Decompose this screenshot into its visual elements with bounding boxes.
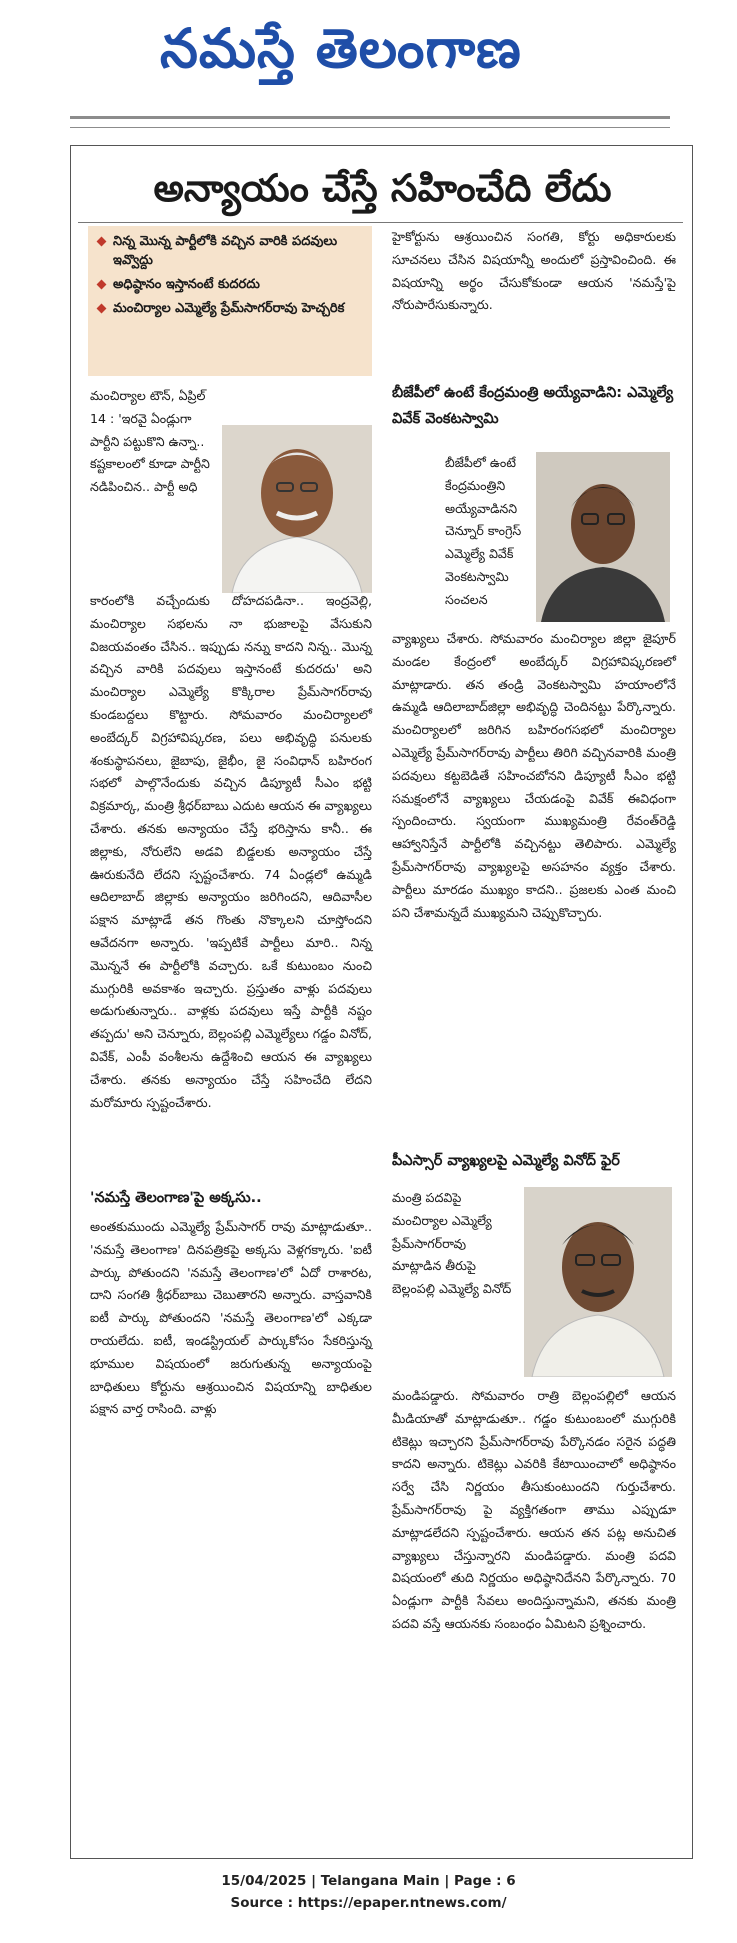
highlight-item: [96, 275, 364, 294]
highlight-item: [96, 299, 364, 318]
vinod-intro-text: మంత్రి పదవిపై మంచిర్యాల ఎమ్మెల్యే ప్రేమ్‌సాగర్‌రావు మాట్లాడిన తీరుపై బెల్లంపల్లి ఎమ్మెల్యే వినోద్: [392, 1190, 512, 1297]
diamond-bullet-icon: [97, 280, 107, 290]
subheading-vivek: బీజేపీలో ఉంటే కేంద్రమంత్రి అయ్యేవాడిని: ఎమ్మెల్యే వివేక్ వెంకటస్వామి: [392, 385, 674, 427]
masthead: [0, 0, 737, 120]
highlight-text: మంచిర్యాల ఎమ్మెల్యే ప్రేమ్‌సాగర్‌రావు హెచ్చరిక: [113, 301, 345, 316]
right-top-text: హైకోర్టును ఆశ్రయించిన సంగతి, కోర్టు అధికారులకు సూచనలు చేసిన విషయాన్నీ అందులో ప్రస్తావించింది. ఈ విషయాన్ని అర్థం చేసుకోకుండా ఆయన 'నమస్తే'పై నోరుపారేసుకున్నారు.: [392, 229, 676, 313]
vinod-photo: [524, 1187, 672, 1377]
diamond-bullet-icon: [97, 304, 107, 314]
left-body-text-2: అంతకుముందు ఎమ్మెల్యే ప్రేమ్‌సాగర్ రావు మాట్లాడుతూ.. 'నమస్తే తెలంగాణ' దినపత్రికపై అక్కసు వెళ్లగక్కారు. 'ఐటీ పార్కు పోతుందని 'నమస్తే తెలంగాణ'లో ఏదో రాశారట, దాని సంగతి శ్రీధర్‌బాబు చెబుతారని అన్నారు. వాస్తవానికి ఐటీ పార్కు పోతుందని 'నమస్తే తెలంగాణ'లో ఎక్కడా రాయలేదు. ఐటీ, ఇండస్ట్రియల్ పార్కుకోసం సేకరిస్తున్న భూముల విషయంలో జరుగుతున్న అన్యాయంపై బాధితులు కోర్టును ఆశ్రయించిన విషయాన్ని బాధితుల పక్షాన వార్త రాసింది. వాళ్లు: [90, 1219, 372, 1417]
left-body-text: కారంలోకి వచ్చేందుకు దోహదపడినా.. ఇంద్రవెల్లి, మంచిర్యాల సభలను నా భుజాలపై వేసుకుని విజయవంతం చేసిన.. ఇప్పుడు నన్ను కాదని నిన్న.. మొన్న వచ్చిన వారికి పదవులు ఇస్తానంటే కుదరదు' అని మంచిర్యాల ఎమ్మెల్యే కొక్కిరాల ప్రేమ్‌సాగర్‌రావు కుండబద్దలు కొట్టారు. సోమవారం మంచిర్యాలలో అంబేద్కర్ విగ్రహావిష్కరణ, పలు అభివృద్ధి పనులకు శంకుస్థాపనలు, జైబాపు, జైభీం, జై సంవిధాన్ బహిరంగ సభలో పాల్గొనేందుకు వచ్చిన డిప్యూటీ సీఎం భట్టి విక్రమార్క, మంత్రి శ్రీధర్‌బాబు ఎదుట ఆయన ఈ వ్యాఖ్యలు చేశారు. తనకు అన్యాయం చేస్తే భరిస్తాను కానీ.. ఈ జిల్లాకు, నోరులేని అడవి బిడ్డలకు అన్యాయం చేస్తే ఊరుకునేది లేదని స్పష్టంచేశారు. 74 ఏండ్లలో ఉమ్మడి ఆదిలాబాద్ జిల్లాకు అన్యాయం జరిగిందని, ఆదివాసీల పక్షాన మాట్లాడే తన గొంతు నొక్కాలని చూస్తోందని ఆవేదనగా అన్నారు. 'ఇప్పటికే పార్టీలు మారి.. నిన్న మొన్ననే ఈ పార్టీలోకి వచ్చారు. ఒకే కుటుంబం నుంచి ముగ్గురికి అవకాశం ఇచ్చారు. ప్రస్తుతం వాళ్లు పదవులు అడుగుతున్నారు.. వాళ్లకు పదవులు ఇస్తే పార్టీకి నష్టం తప్పదు' అని చెన్నూరు, బెల్లంపల్లి ఎమ్మెల్యేలు గడ్డం వినోద్, వివేక్, ఎంపీ వంశీలను ఉద్దేశించి ఆయన ఈ వ్యాఖ్యలు చేశారు. తనకు అన్యాయం చేస్తే సహించేది లేదని మరోమారు స్పష్టంచేశారు.: [90, 593, 372, 1110]
premsagar-rao-photo: [222, 425, 372, 593]
dateline-intro: మంచిర్యాల టౌన్, ఏప్రిల్ 14 : 'ఇరవై ఏండ్లుగా పార్టీని పట్టుకొని ఉన్నా.. కష్టకాలంలో కూడా పార్టీని నడిపించిన.. పార్టీ అధి: [90, 388, 210, 495]
highlight-text: అధిష్ఠానం ఇస్తానంటే కుదరదు: [113, 277, 260, 292]
vinod-body-text: మండిపడ్డారు. సోమవారం రాత్రి బెల్లంపల్లిలో ఆయన మీడియాతో మాట్లాడుతూ.. గడ్డం కుటుంబంలో ముగ్గురికి టికెట్లు ఇచ్చారని ప్రేమ్‌సాగర్‌రావు పేర్కొనడం సరైన పద్ధతి కాదని అన్నారు. టికెట్లు ఎవరికి కేటాయించాలో అధిష్ఠానం సర్వే చేసి నిర్ణయం తీసుకుంటుందని గుర్తుచేశారు. ప్రేమ్‌సాగర్‌రావు పై వ్యక్తిగతంగా తాము ఎప్పుడూ మాట్లాడలేదని స్పష్టంచేశారు. ఆయన తన పట్ల అనుచిత వ్యాఖ్యలు చేస్తున్నారని మండిపడ్డారు. మంత్రి పదవి విషయంలో తుది నిర్ణయం అధిష్ఠానిదేనని పేర్కొన్నారు. 70 ఏండ్లుగా పార్టీకి సేవలు అందిస్తున్నామని, తనకు మంత్రి పదవి వస్తే ఆయనకు సంబంధం ఏమిటని ప్రశ్నించారు.: [392, 1388, 676, 1631]
article-headline: అన్యాయం చేస్తే సహించేది లేదు: [153, 166, 612, 210]
highlight-item: [96, 232, 364, 270]
vivek-body-text: వ్యాఖ్యలు చేశారు. సోమవారం మంచిర్యాల జిల్లా జైపూర్ మండల కేంద్రంలో అంబేద్కర్ విగ్రహావిష్కరణలో మాట్లాడారు. తన తండ్రి వెంకటస్వామి హయాంలోనే ఉమ్మడి ఆదిలాబాద్‌జిల్లా అభివృద్ధి చెందినట్టు పేర్కొన్నారు. మంచిర్యాలలో జరిగిన బహిరంగసభలో మంచిర్యాల ఎమ్మెల్యే ప్రేమ్‌సాగర్‌రావు పార్టీలు తిరిగి వచ్చినవారికి మంత్రి పదవులు కట్టబెడితే సహించబోనని డిప్యూటీ సీఎం భట్టి సమక్షంలోనే వ్యాఖ్యలు చేయడంపై వివేక్ ఈవిధంగా స్పందించారు. స్వయంగా ముఖ్యమంత్రి రేవంత్‌రెడ్డి ఆహ్వానిస్తేనే పార్టీలోకి వచ్చినట్టు తెలిపారు. ఎమ్మెల్యే ప్రేమ్‌సాగర్‌రావు వ్యాఖ్యలపై అసహనం వ్యక్తం చేశారు. పార్టీలు మారడం ముఖ్యం కాదని.. ప్రజలకు ఎంత మంచి పని చేశామన్నదే ముఖ్యమని చెప్పుకొచ్చారు.: [392, 631, 676, 920]
masthead-divider: [70, 116, 670, 128]
vivek-intro-text: బీజేపీలో ఉంటే కేంద్రమంత్రిని అయ్యేవాడినని చెన్నూర్ కాంగ్రెస్ ఎమ్మెల్యే వివేక్ వెంకటస్వామి సంచలన: [445, 455, 522, 607]
highlight-text: నిన్న మొన్న పార్టీలోకి వచ్చిన వారికి పదవులు ఇవ్వొద్దు: [113, 234, 338, 268]
edition-info: 15/04/2025 | Telangana Main | Page : 6: [221, 1873, 516, 1889]
newspaper-logo: నమస్తే తెలంగాణ: [160, 16, 522, 80]
diamond-bullet-icon: [97, 237, 107, 247]
vivek-venkataswamy-photo: [536, 452, 670, 622]
subheading-akkasu: 'నమస్తే తెలంగాణ'పై అక్కసు..: [90, 1190, 262, 1206]
subheading-vinod: పీఎస్సార్ వ్యాఖ్యలపై ఎమ్మెల్యే వినోద్ ఫైర్: [392, 1153, 620, 1169]
headline-divider: [78, 222, 683, 223]
highlights-box: [88, 226, 372, 376]
page-footer: [0, 1870, 737, 1914]
source-link[interactable]: Source : https://epaper.ntnews.com/: [230, 1895, 507, 1911]
